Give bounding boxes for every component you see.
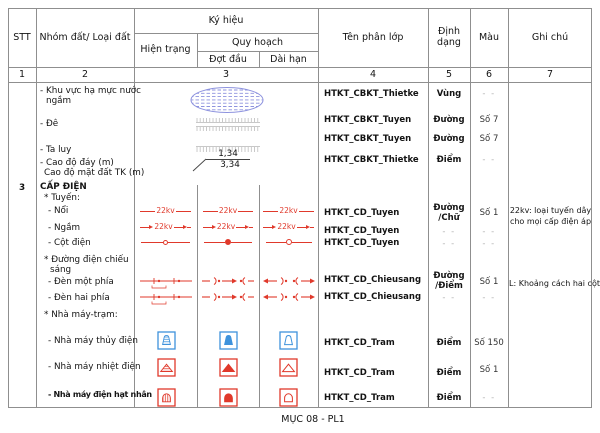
kv-label: 22kv	[279, 206, 298, 215]
underground-line-symbol-current	[135, 221, 196, 233]
col-header-first-phase: Đợt đầu	[209, 54, 247, 65]
kv-label: 22kv	[154, 222, 173, 231]
overhead-line-symbol-longterm	[260, 205, 317, 217]
format-cell: Đường	[433, 115, 465, 125]
row-label-groundwater-2: ngầm	[46, 96, 72, 106]
pole-symbol-phase1	[198, 236, 258, 248]
lighting-symbol-current	[140, 276, 192, 290]
hydro-plant-icon-phase1	[219, 331, 238, 350]
elevation-bottom-value: 3,34	[220, 160, 240, 170]
underground-line-symbol-phase1	[198, 221, 258, 233]
row-label-hydro-plant: - Nhà máy thủy điện	[48, 336, 138, 346]
format-cell: - -	[442, 293, 456, 303]
thermal-plant-icon-current	[157, 358, 176, 377]
row-label-elevation-2: Cao độ mặt đất TK (m)	[44, 168, 145, 178]
format-cell: Điểm	[436, 338, 462, 348]
lighting-symbol-phase1	[202, 276, 254, 288]
underground-line-symbol-longterm	[260, 221, 317, 233]
format-line2: dạng	[437, 37, 461, 48]
row-label-slope: - Ta luy	[40, 145, 72, 155]
grid-line	[197, 185, 198, 408]
format-line1: Đường	[433, 271, 465, 281]
color-cell: Số 1	[479, 277, 499, 287]
col-number-7: 7	[546, 69, 554, 80]
nuclear-plant-icon-phase1	[219, 388, 238, 407]
col-header-format	[428, 26, 470, 48]
row-label-overhead: - Nổi	[48, 206, 69, 216]
col-header-long-term: Dài hạn	[270, 54, 307, 65]
thermal-plant-icon-longterm	[279, 358, 298, 377]
layer-name-cell: HTKT_CD_Tuyen	[324, 208, 400, 218]
format-line1: Đường	[433, 203, 465, 213]
format-cell: - -	[442, 227, 456, 237]
col-header-current-state: Hiện trạng	[140, 44, 191, 55]
color-cell: - -	[482, 239, 496, 249]
layer-name-cell: HTKT_CD_Tuyen	[324, 238, 400, 248]
grid-line	[134, 33, 318, 34]
layer-name-cell: HTKT_CBKT_Thietke	[324, 89, 419, 99]
section-title: CẤP ĐIỆN	[40, 182, 87, 192]
col-number-6: 6	[485, 69, 493, 80]
note-line1: 22kv: loại tuyến dây	[509, 206, 592, 215]
col-header-symbol: Ký hiệu	[208, 15, 244, 26]
row-label-groundwater: - Khu vực hạ mực nước	[40, 86, 142, 96]
kv-label: 22kv	[277, 222, 296, 231]
note-cell: L: Khoảng cách hai cột	[509, 279, 600, 288]
col-number-4: 4	[369, 69, 377, 80]
section-stt: 3	[18, 183, 26, 193]
row-label-lamp-one-side: - Đèn một phía	[48, 277, 114, 287]
row-label-pole: - Cột điện	[48, 238, 91, 248]
grid-line	[318, 8, 319, 408]
format-line2: /Điểm	[435, 281, 463, 291]
color-cell: Số 1	[479, 208, 499, 218]
overhead-line-symbol-current	[135, 205, 196, 217]
row-label-elevation: - Cao độ đáy (m)	[40, 158, 114, 168]
grid-line	[36, 8, 37, 408]
format-cell: Điểm	[436, 368, 462, 378]
col-header-land-group: Nhóm đất/ Loại đất	[39, 32, 131, 43]
hydro-plant-icon-current	[157, 331, 176, 350]
grid-line	[8, 82, 592, 83]
layer-name-cell: HTKT_CD_Tram	[324, 368, 395, 378]
row-label-thermal-plant: - Nhà máy nhiệt điện	[48, 362, 141, 372]
kv-label: 22kv	[216, 222, 236, 231]
pole-symbol-current	[135, 236, 196, 248]
col-number-2: 2	[81, 69, 89, 80]
row-label-underground: - Ngầm	[48, 223, 81, 233]
format-cell	[428, 271, 470, 291]
col-header-stt: STT	[13, 32, 31, 43]
layer-name-cell: HTKT_CD_Chieusang	[324, 292, 422, 302]
thermal-plant-icon-phase1	[219, 358, 238, 377]
nuclear-plant-icon-current	[157, 388, 176, 407]
elevation-leader-line	[192, 158, 207, 172]
page-footer-caption: MỤC 08 - PL1	[281, 414, 345, 425]
color-cell: Số 7	[479, 115, 499, 125]
color-cell: - -	[482, 89, 496, 99]
layer-name-cell: HTKT_CD_Tram	[324, 393, 395, 403]
grid-line	[259, 185, 260, 408]
format-cell: Điểm	[436, 393, 462, 403]
col-header-notes: Ghi chú	[531, 32, 569, 43]
layer-name-cell: HTKT_CBKT_Tuyen	[324, 134, 412, 144]
groundwater-area-symbol	[190, 87, 264, 113]
format-cell	[428, 203, 470, 223]
kv-label: 22kv	[156, 206, 175, 215]
subsection-lines: * Tuyến:	[44, 193, 80, 203]
layer-name-cell: HTKT_CD_Tuyen	[324, 226, 400, 236]
row-label-nuclear-plant: - Nhà máy điện hạt nhân	[48, 390, 152, 399]
color-cell: - -	[482, 293, 496, 303]
format-line1: Định	[437, 26, 461, 37]
color-cell: - -	[482, 155, 496, 165]
grid-line	[8, 67, 592, 68]
note-cell	[509, 206, 592, 227]
elevation-top-value: 1,34	[218, 149, 238, 159]
hydro-plant-icon-longterm	[279, 331, 298, 350]
col-number-1: 1	[18, 69, 26, 80]
format-cell: Vùng	[436, 89, 462, 99]
nuclear-plant-icon-longterm	[279, 388, 298, 407]
note-line2: cho mọi cấp điện áp	[509, 216, 592, 226]
col-header-layer-name: Tên phân lớp	[342, 32, 404, 43]
col-header-planning: Quy hoạch	[231, 37, 284, 48]
lighting-symbol-phase1-2	[202, 292, 254, 304]
subsection-lighting-2: sáng	[50, 265, 72, 275]
layer-name-cell: HTKT_CD_Chieusang	[324, 275, 422, 285]
subsection-lighting: * Đường điện chiếu	[44, 255, 129, 265]
col-header-color: Màu	[478, 32, 500, 43]
color-cell: Số 1	[479, 365, 499, 375]
lighting-symbol-longterm	[263, 276, 315, 288]
layer-name-cell: HTKT_CBKT_Thietke	[324, 155, 419, 165]
layer-name-cell: HTKT_CBKT_Tuyen	[324, 115, 412, 125]
format-line2: /Chữ	[438, 213, 460, 223]
grid-line	[197, 51, 318, 52]
lighting-symbol-longterm-2	[263, 292, 315, 304]
col-number-5: 5	[445, 69, 453, 80]
kv-label: 22kv	[218, 206, 238, 215]
dike-symbol	[196, 118, 260, 133]
format-cell: Điểm	[436, 155, 462, 165]
color-cell: - -	[482, 393, 496, 403]
format-cell: - -	[442, 239, 456, 249]
subsection-plants: * Nhà máy-trạm:	[44, 310, 118, 320]
color-cell: - -	[482, 227, 496, 237]
pole-symbol-longterm	[260, 236, 317, 248]
overhead-line-symbol-phase1	[198, 205, 258, 217]
color-cell: Số 150	[474, 338, 504, 348]
row-label-dike: - Đê	[40, 119, 59, 129]
lighting-symbol-current-2	[140, 292, 192, 306]
color-cell: Số 7	[479, 134, 499, 144]
layer-name-cell: HTKT_CD_Tram	[324, 338, 395, 348]
format-cell: Đường	[433, 134, 465, 144]
col-number-3: 3	[222, 69, 230, 80]
row-label-lamp-two-side: - Đèn hai phía	[48, 293, 110, 303]
